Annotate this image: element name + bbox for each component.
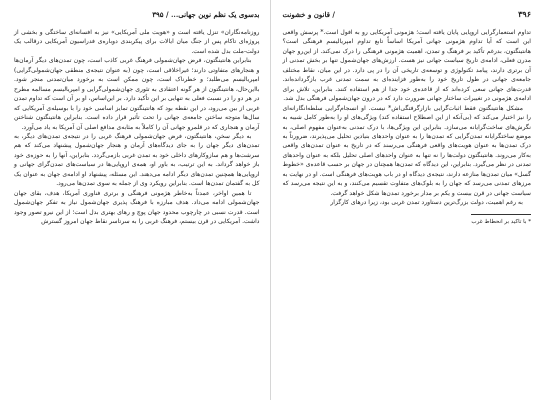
right-page-running-title: / قانون و خشونت	[282, 9, 335, 19]
right-page-body	[283, 28, 532, 208]
left-page-header	[14, 8, 260, 20]
right-page	[271, 0, 543, 400]
paragraph: به رغم اهمیت، دولت بزرگ‌ترین دستاورد تمدن غربی بود، زیرا درهای کارگزار	[330, 199, 523, 207]
paragraph: تا همین اواخر، عمدتاً به‌خاطر هژمونی فرهنگی و برتری فناوری آمریکا، هدف، بقای جهان جهان‌شمولی ادامه می‌داد. هدف مبارزه با فرهنگ پذیری جهان‌شمول نیاز به تفکر جهان‌شمول است. قدرت نسبی در چارچوب محدود جهان پوچ و رهای بهتری بدل است؛ از این نیرو تصور وجود داشت. آمریکایی در قرن بیستم، فرهنگ غربی را به سرتاسر نقاط جهان امروز گسترش	[14, 189, 260, 226]
left-page-body	[14, 28, 260, 227]
right-page-number: ۳۹۶	[518, 9, 531, 19]
right-page-header	[283, 8, 532, 20]
footnote-divider	[471, 214, 531, 215]
left-page	[0, 0, 270, 400]
paragraph: بنابراین هانتینگتون، فرض جهان‌شمولی فرهنگ غربی کاذب است، چون تمدن‌های دیگر آرمان‌ها و هنجارهای متفاوتی دارند؛ غیراخلاقی است، چون (به عنوان نتیجه‌ی منطقی جهان‌شمولی‌گرایی) امپریالیسم می‌طلبد؛ و خطرناک است، چون ممکن است به برخورد میان‌تمدنی منجر شود. بااین‌حال، هانتینگتون از هر گونه اعتقادی به تئوری جهان‌شمولی‌گرایی و امپریالیسم مسالمه مطرح در هر دو را در نسبت فعلی به تنهایی بر این تأکید دارد. بر این‌اساس، او بر آن است که تداوم تمدن غربی از بین می‌رود، در این نقطه بود که هانتینگتون تمایز اساسی خود را با بوسیله‌ی آمریکایی که سال‌ها متوجه ساختن جامعه‌ی جهانی را تحت تأثیر قرار داده است. بنابراین هانتینگتون شناختن آرمان و هنجاری که در قلمرو جهانی آن را کاملاً به مثابه‌ی مدافع اصلی آن آمریکا به یاد می‌آورد.	[14, 57, 260, 131]
paragraph: روزنامه‌نگاران» تنزل یافته است و «هویت ملی آمریکایی» نیز به افسانه‌ای ساختگی و بخشی از پروژه‌ای تاکام پس از جنگ میان ایالات برای پیکربندی دوباره‌ی فدراسیون آمریکایی درقالب یک دولت-ملت بدل شده است.	[14, 29, 260, 55]
paragraph: تداوم استعمارگرایی اروپایی پایان یافته است؛ هژمونی آمریکایی رو به افول است.* پرسش واقعی این است که آیا تداوم هژمونی جهانی آمریکا اساساً تابع تداوم امپریالیسم فرهنگی است؟ هانتینگتون، بدرغم تأکید بر فرهنگ و تمدن، اهمیت هژمونی فرهنگی را درک نمی‌کند. از این‌رو جهان مدرن فعلی، ادامه‌ی تاریخ سیاست جهانی نیز هست. ارزش‌های جهان‌شمول تنها بر بخش تمدنی از آن برتری دارند، پیامد تکنولوژی و توسعه‌ی تاریخی آن را در پی دارد. در این میان، نقاط مختلف جامعه‌ی جهانی در طول تاریخ خود را به‌طور فزاینده‌ای به سمت تمدنی غرب بازگردانده‌اند. قدرت‌های جهانی سعی کرده‌اند که از قاعده‌ی خود جدا از هم استفاده کنند. بنابراین، تلاش برای ادامه‌ی هژمونی در تغییرات ساختار جهانی ضرورت دارد که در درون جهان‌شمولی فرهنگی بدل شد.	[282, 29, 531, 103]
paragraph: مشکل هانتینگتون فقط اثبات‌گرایی بازارگرفتگی‌اش* نیست. او انسجام‌گرایی سلطه‌انگارانه‌ای را نیز اختیار می‌کند که (بی‌آنکه از این اصطلاح استفاده کند) ویژگی‌های او را به‌طور کامل شبیه به نگرش‌های ساخت‌گرایانه می‌سازد. بنابراین این ویژگی‌ها، با درک تمدنی به‌عنوان مفهوم اصلی، به موضع ساختگرایانه تمدن‌گرایی که تمدن‌ها را به عنوان واحدهای بنیادین تحلیل می‌پذیرند، ضرورتاً به درک تمدن‌ها به عنوان هویت‌های واقعی فرهنگی می‌رسند که در تاریخ به عنوان تمدن‌های واقعی به‌کار می‌روند. هانتینگتون دولت‌ها را نه تنها به عنوان واحدهای اصلی تحلیل بلکه به عنوان واحدهای تمدنی در نظر می‌گیرد. بنابراین، این دیدگاه که تمدن‌ها همچنان در جهان بر حسب قاعده‌ی «خطوط گسل» میان تمدن‌ها منازعه دارند، نتیجه‌ی دیدگاه او در باب هویت‌های فرهنگی است. او در نهایت به مرزهای تمدنی می‌رسد که جهان را به بلوک‌های متفاوت تقسیم می‌کنند، و به این نتیجه می‌رسد که سیاست جهانی در قرن بیست و یکم بر مدار برخورد تمدن‌ها شکل خواهد گرفت.	[282, 104, 531, 197]
paragraph: به دیگر سخن، هانتینگتون، فرض جهان‌شمولی فرهنگ غربی را در نتیجه‌ی تمدن‌های دیگر، به تمدن‌های دیگر جهان را به جای دیدگاه‌های آرمان و هنجار جهان‌شمول پیشنهاد می‌کند که هم سرشت‌ها و هم سازوکارهای داخلی خود به تمدن غربی بازمی‌گردد. بنابراین، آنها را به حوزه‌ی خود باز خواهد گرداند. به این ترتیب، به باور او، همه‌ی اروپایی‌ها در سیاست‌های تمدن‌گرای جهانی و اروپایی‌ها همچنین تمدن‌های دیگر ادامه می‌دهند. این مسئله، پیشنهاد او ادامه‌ی جهان به عنوان یک کل به گفتمان تمدن‌ها است. بنابراین رویکرد وی از جمله به سوی تمدن‌ها می‌رود.	[14, 132, 260, 188]
left-page-running-title: بدسوی یک نظم نوین جهانی... / ۳۹۵	[152, 9, 260, 19]
footnote: * با تاکید بر انحطاط غرب	[471, 218, 531, 225]
